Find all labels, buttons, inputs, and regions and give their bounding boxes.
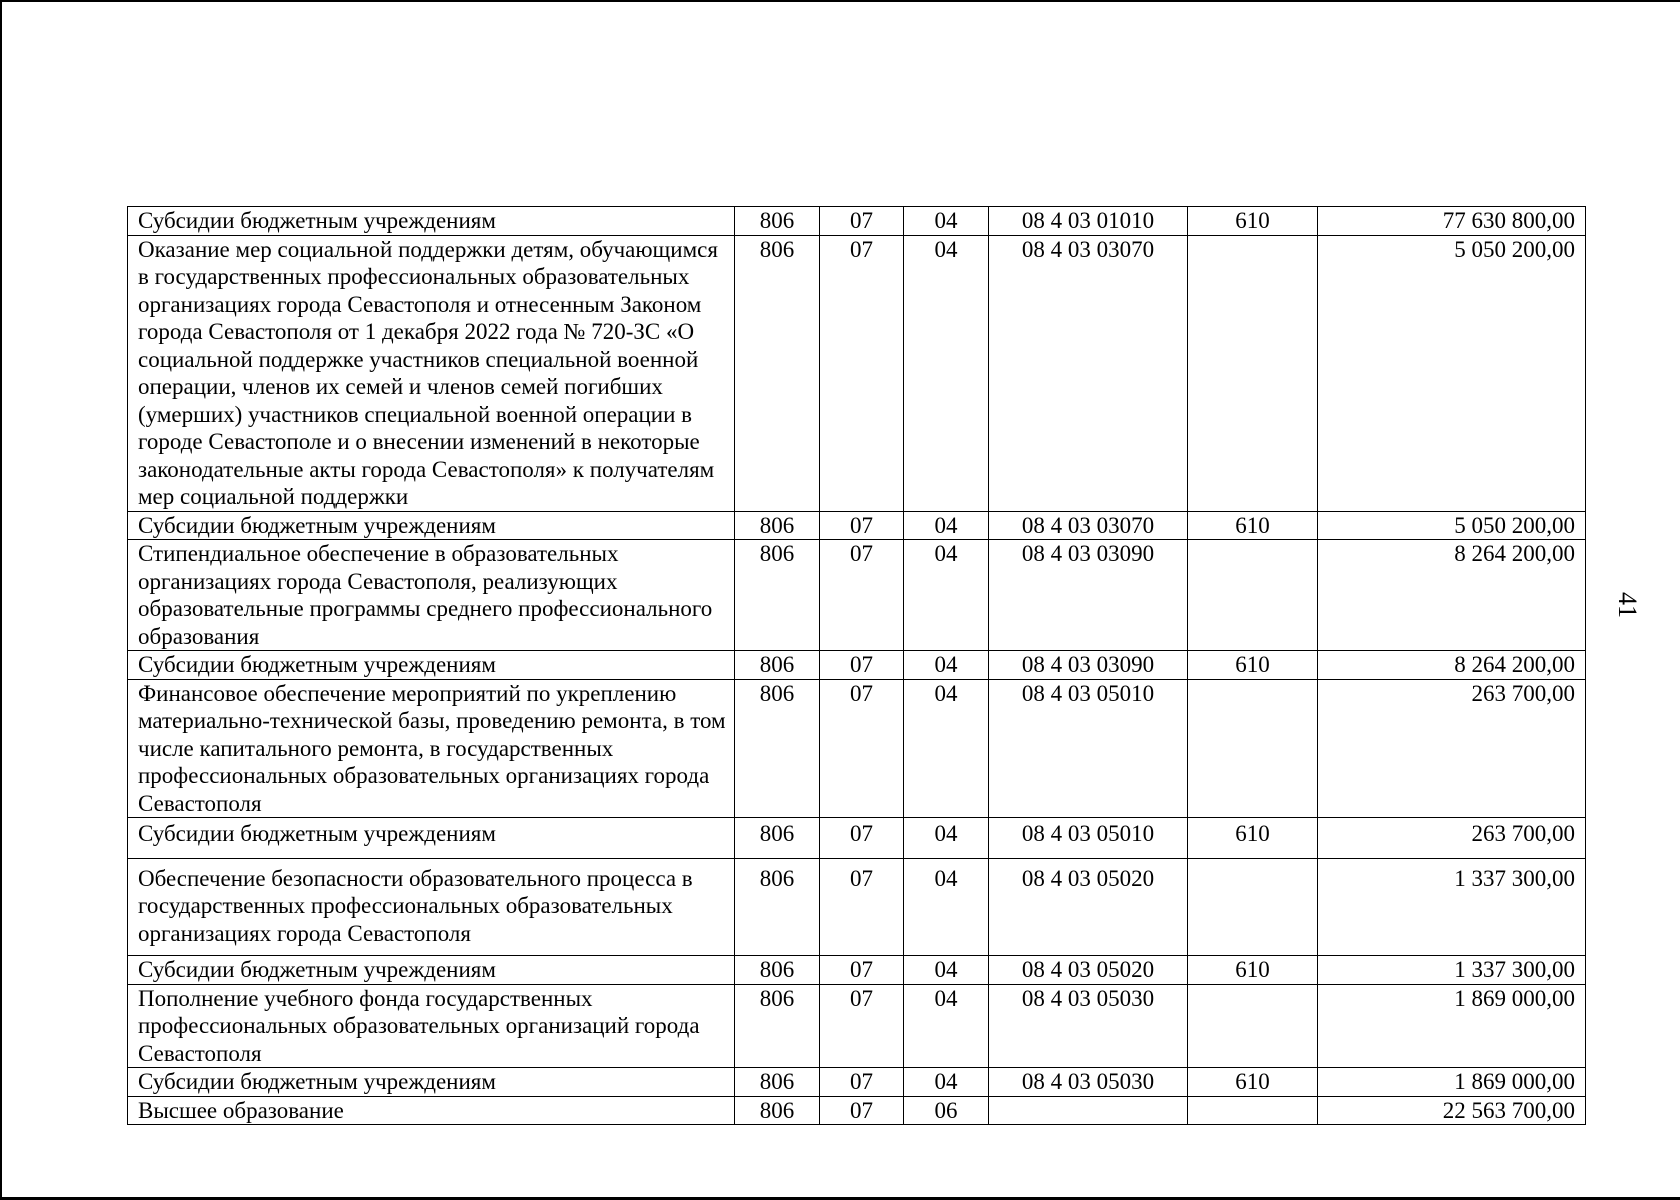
row-rz: 07 — [820, 1096, 904, 1125]
row-name: Субсидии бюджетным учреждениям — [128, 511, 735, 540]
row-sum: 77 630 800,00 — [1318, 207, 1586, 236]
row-csr: 08 4 03 01010 — [989, 207, 1188, 236]
row-sum: 5 050 200,00 — [1318, 235, 1586, 511]
row-sum: 8 264 200,00 — [1318, 540, 1586, 651]
row-vr: 610 — [1188, 956, 1318, 985]
row-pr: 04 — [904, 207, 989, 236]
row-ved: 806 — [735, 540, 820, 651]
row-pr: 04 — [904, 511, 989, 540]
row-sum: 5 050 200,00 — [1318, 511, 1586, 540]
row-pr: 04 — [904, 818, 989, 859]
row-name: Субсидии бюджетным учреждениям — [128, 651, 735, 680]
row-name: Субсидии бюджетным учреждениям — [128, 956, 735, 985]
row-name: Субсидии бюджетным учреждениям — [128, 1068, 735, 1097]
row-rz: 07 — [820, 818, 904, 859]
row-ved: 806 — [735, 511, 820, 540]
row-name: Финансовое обеспечение мероприятий по укреплению материально-технической базы, проведению ремонта, в том числе капитального ремонта, в государственных профессиональных образовательных организациях города Севастополя — [128, 679, 735, 818]
row-pr: 04 — [904, 651, 989, 680]
table-row — [128, 679, 1586, 818]
row-vr: 610 — [1188, 511, 1318, 540]
row-name: Субсидии бюджетным учреждениям — [128, 818, 735, 859]
row-name: Высшее образование — [128, 1096, 735, 1125]
row-rz: 07 — [820, 207, 904, 236]
row-pr: 04 — [904, 1068, 989, 1097]
row-csr: 08 4 03 05020 — [989, 956, 1188, 985]
table-row — [128, 511, 1586, 540]
row-rz: 07 — [820, 540, 904, 651]
row-rz: 07 — [820, 651, 904, 680]
row-ved: 806 — [735, 818, 820, 859]
row-sum: 1 869 000,00 — [1318, 1068, 1586, 1097]
row-vr: 610 — [1188, 1068, 1318, 1097]
row-rz: 07 — [820, 984, 904, 1068]
row-pr: 06 — [904, 1096, 989, 1125]
row-vr — [1188, 679, 1318, 818]
table-row — [128, 207, 1586, 236]
table-row — [128, 858, 1586, 956]
row-pr: 04 — [904, 679, 989, 818]
table-row — [128, 818, 1586, 859]
row-ved: 806 — [735, 679, 820, 818]
table-row — [128, 1068, 1586, 1097]
row-name: Пополнение учебного фонда государственных профессиональных образовательных организаций города Севастополя — [128, 984, 735, 1068]
row-name: Оказание мер социальной поддержки детям, обучающимся в государственных профессиональных образовательных организациях города Севастополя и отнесенным Законом города Севастополя от 1 декабря 2022 года № 720-ЗС «О социальной поддержке участников специальной военной операции, членов их семей и членов семей погибших (умерших) участников специальной военной операции в городе Севастополе и о внесении изменений в некоторые законодательные акты города Севастополя» к получателям мер социальной поддержки — [128, 235, 735, 511]
row-sum: 1 337 300,00 — [1318, 956, 1586, 985]
row-vr: 610 — [1188, 651, 1318, 680]
row-rz: 07 — [820, 956, 904, 985]
row-sum: 1 337 300,00 — [1318, 858, 1586, 956]
table-row — [128, 956, 1586, 985]
row-rz: 07 — [820, 858, 904, 956]
row-pr: 04 — [904, 235, 989, 511]
row-pr: 04 — [904, 540, 989, 651]
row-vr: 610 — [1188, 818, 1318, 859]
row-ved: 806 — [735, 956, 820, 985]
row-ved: 806 — [735, 1068, 820, 1097]
budget-table — [127, 206, 1586, 1125]
page-number: 41 — [1613, 592, 1642, 618]
row-vr — [1188, 984, 1318, 1068]
row-csr: 08 4 03 03070 — [989, 235, 1188, 511]
row-sum: 22 563 700,00 — [1318, 1096, 1586, 1125]
row-csr — [989, 1096, 1188, 1125]
table-row — [128, 1096, 1586, 1125]
row-sum: 8 264 200,00 — [1318, 651, 1586, 680]
row-ved: 806 — [735, 984, 820, 1068]
row-name: Обеспечение безопасности образовательного процесса в государственных профессиональных образовательных организациях города Севастополя — [128, 858, 735, 956]
row-rz: 07 — [820, 679, 904, 818]
row-vr — [1188, 858, 1318, 956]
row-csr: 08 4 03 03090 — [989, 651, 1188, 680]
table-row — [128, 540, 1586, 651]
row-sum: 1 869 000,00 — [1318, 984, 1586, 1068]
row-vr — [1188, 1096, 1318, 1125]
row-csr: 08 4 03 05010 — [989, 818, 1188, 859]
row-csr: 08 4 03 03090 — [989, 540, 1188, 651]
row-ved: 806 — [735, 235, 820, 511]
row-csr: 08 4 03 05030 — [989, 984, 1188, 1068]
row-sum: 263 700,00 — [1318, 679, 1586, 818]
row-csr: 08 4 03 05030 — [989, 1068, 1188, 1097]
table-row — [128, 651, 1586, 680]
row-rz: 07 — [820, 511, 904, 540]
row-csr: 08 4 03 05020 — [989, 858, 1188, 956]
table-row — [128, 984, 1586, 1068]
row-ved: 806 — [735, 651, 820, 680]
row-rz: 07 — [820, 235, 904, 511]
row-csr: 08 4 03 05010 — [989, 679, 1188, 818]
row-vr: 610 — [1188, 207, 1318, 236]
row-sum: 263 700,00 — [1318, 818, 1586, 859]
row-pr: 04 — [904, 858, 989, 956]
row-rz: 07 — [820, 1068, 904, 1097]
table-row — [128, 235, 1586, 511]
row-name: Субсидии бюджетным учреждениям — [128, 207, 735, 236]
row-pr: 04 — [904, 956, 989, 985]
row-csr: 08 4 03 03070 — [989, 511, 1188, 540]
row-vr — [1188, 235, 1318, 511]
row-ved: 806 — [735, 1096, 820, 1125]
row-ved: 806 — [735, 207, 820, 236]
row-vr — [1188, 540, 1318, 651]
row-ved: 806 — [735, 858, 820, 956]
row-pr: 04 — [904, 984, 989, 1068]
row-name: Стипендиальное обеспечение в образовательных организациях города Севастополя, реализующих образовательные программы среднего профессионального образования — [128, 540, 735, 651]
